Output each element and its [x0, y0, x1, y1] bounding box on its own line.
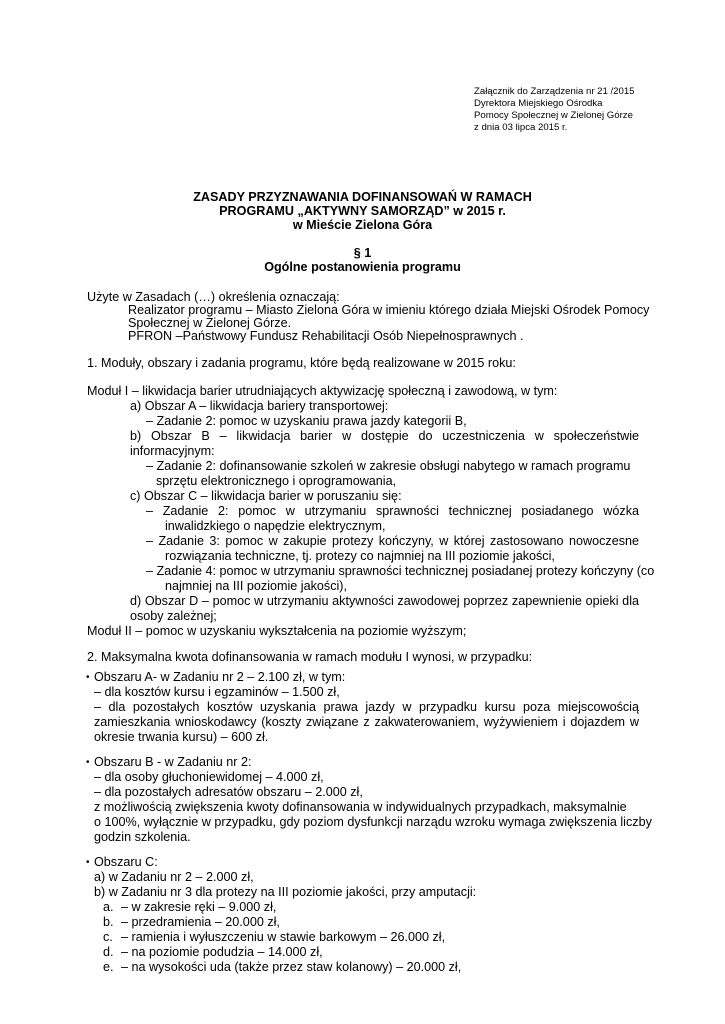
area-line: b) Obszar B – likwidacja barier w dostępie do uczestniczenia w społeczeństwie: [130, 429, 639, 443]
task-line: – Zadanie 2: dofinansowanie szkoleń w zakresie obsługi nabytego w ramach programu: [146, 459, 631, 473]
area-a-line: – dla pozostałych kosztów uzyskania prawa jazdy w przypadku kursu poza miejscowością: [94, 700, 639, 714]
bullet-icon: •: [86, 757, 90, 768]
header-line: z dnia 03 lipca 2015 r.: [474, 122, 568, 133]
area-c-line: Obszaru C:: [94, 855, 158, 869]
area-b-line: z możliwością zwiększenia kwoty dofinansowania w indywidualnych przypadkach, maksymalnie: [94, 800, 627, 814]
area-b-line: o 100%, wyłącznie w przypadku, gdy poziom dysfunkcji narządu wzroku wymaga zwiększenia liczby: [94, 815, 652, 829]
module-line: Moduł II – pomoc w uzyskaniu wykształcenia na poziomie wyższym;: [87, 624, 467, 638]
area-a-line: zamieszkania wnioskodawcy (koszty związane z zakwaterowaniem, wyżywieniem i dojazdem w: [94, 715, 639, 729]
title-line: PROGRAMU „AKTYWNY SAMORZĄD” w 2015 r.: [219, 204, 506, 218]
list-item-marker: d.: [103, 945, 114, 959]
area-a-line: – dla kosztów kursu i egzaminów – 1.500 zł,: [94, 685, 340, 699]
area-line: a) Obszar A – likwidacja bariery transportowej:: [130, 399, 389, 413]
task-line: najmniej na III poziomie jakości),: [165, 579, 347, 593]
task-line: – Zadanie 2: pomoc w uzyskaniu prawa jazdy kategorii B,: [146, 414, 467, 428]
module-line: Moduł I – likwidacja barier utrudniających aktywizację społeczną i zawodową, w tym:: [87, 384, 558, 398]
title-line: w Mieście Zielona Góra: [292, 218, 433, 232]
task-line: sprzętu elektronicznego i oprogramowania,: [156, 474, 397, 488]
list-item-marker: c.: [103, 930, 113, 944]
list-item-marker: b.: [103, 915, 114, 929]
task-line: inwalidzkiego o napędzie elektrycznym,: [165, 519, 386, 533]
header-line: Załącznik do Zarządzenia nr 21 /2015: [474, 86, 635, 97]
definition-line: Realizator programu – Miasto Zielona Góra w imieniu którego działa Miejski Ośrodek Pomocy: [128, 303, 650, 317]
area-b-line: Obszaru B - w Zadaniu nr 2:: [94, 755, 252, 769]
list-item-marker: e.: [103, 960, 114, 974]
area-b-line: – dla pozostałych adresatów obszaru – 2.000 zł,: [94, 785, 363, 799]
list-item: – w zakresie ręki – 9.000 zł,: [121, 900, 277, 914]
definition-line: PFRON –Państwowy Fundusz Rehabilitacji Osób Niepełnosprawnych .: [128, 329, 524, 343]
area-line: osoby zależnej;: [130, 609, 217, 623]
area-c-line: a) w Zadaniu nr 2 – 2.000 zł,: [94, 870, 254, 884]
list-item: – na poziomie podudzia – 14.000 zł,: [121, 945, 323, 959]
list-item: – przedramienia – 20.000 zł,: [121, 915, 280, 929]
area-a-line: okresie trwania kursu) – 600 zł.: [94, 730, 269, 744]
bullet-icon: •: [86, 672, 90, 683]
title-line: ZASADY PRZYZNAWANIA DOFINANSOWAŃ W RAMACH: [193, 190, 532, 204]
point-heading: 1. Moduły, obszary i zadania programu, które będą realizowane w 2015 roku:: [87, 356, 516, 370]
section-title: Ogólne postanowienia programu: [264, 260, 461, 274]
task-line: – Zadanie 3: pomoc w zakupie protezy kończyny, w której zastosowano nowoczesne: [146, 534, 639, 548]
list-item-marker: a.: [103, 900, 114, 914]
task-line: rozwiązania techniczne, tj. protezy co najmniej na III poziomie jakości,: [165, 549, 555, 563]
header-line: Pomocy Społecznej w Zielonej Górze: [474, 110, 633, 121]
definition-line: Społecznej w Zielonej Górze.: [128, 316, 292, 330]
point-heading: 2. Maksymalna kwota dofinansowania w ramach modułu I wynosi, w przypadku:: [87, 650, 533, 664]
area-b-line: godzin szkolenia.: [94, 830, 191, 844]
area-a-line: Obszaru A- w Zadaniu nr 2 – 2.100 zł, w tym:: [94, 670, 346, 684]
area-line: d) Obszar D – pomoc w utrzymaniu aktywności zawodowej poprzez zapewnienie opieki dla: [130, 594, 639, 608]
area-c-line: b) w Zadaniu nr 3 dla protezy na III poziomie jakości, przy amputacji:: [94, 885, 477, 899]
task-line: – Zadanie 2: pomoc w utrzymaniu sprawności technicznej posiadanego wózka: [146, 504, 639, 518]
bullet-icon: •: [86, 857, 90, 868]
task-line: – Zadanie 4: pomoc w utrzymaniu sprawności technicznej posiadanej protezy kończyny (co: [146, 564, 655, 578]
definitions-intro: Użyte w Zasadach (…) określenia oznaczają:: [87, 290, 340, 304]
area-line: informacyjnym:: [130, 444, 215, 458]
area-line: c) Obszar C – likwidacja barier w poruszaniu się:: [130, 489, 402, 503]
area-b-line: – dla osoby głuchoniewidomej – 4.000 zł,: [94, 770, 324, 784]
list-item: – ramienia i wyłuszczeniu w stawie barkowym – 26.000 zł,: [121, 930, 446, 944]
section-number: § 1: [353, 246, 372, 260]
header-line: Dyrektora Miejskiego Ośrodka: [474, 98, 603, 109]
list-item: – na wysokości uda (także przez staw kolanowy) – 20.000 zł,: [121, 960, 462, 974]
